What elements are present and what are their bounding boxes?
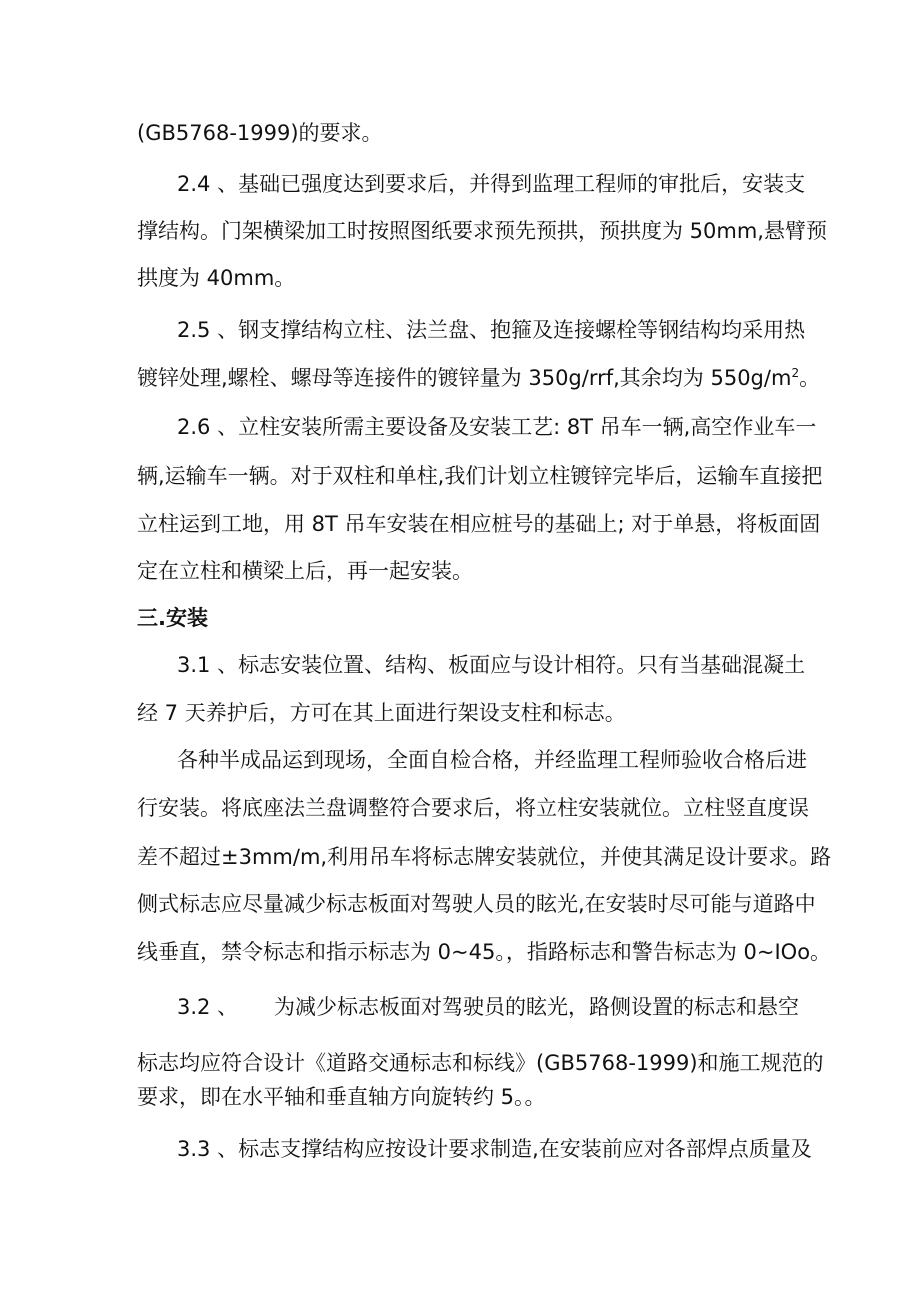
text-line: 行安装。将底座法兰盘调整符合要求后，将立柱安装就位。立柱竖直度误 [137,796,809,820]
text-line: 差不超过±3mm∕m,利用吊车将标志牌安装就位，并使其满足设计要求。路 [137,845,832,869]
text-line: 定在立柱和横梁上后，再一起安装。 [137,559,473,583]
paragraph-3-2-line: 为减少标志板面对驾驶员的眩光，路侧设置的标志和悬空 [274,995,799,1019]
paragraph-3-1-line: 3.1 、标志安装位置、结构、板面应与设计相符。只有当基础混凝土 [177,653,806,677]
text-line: 经 7 天养护后，方可在其上面进行架设支柱和标志。 [137,701,626,725]
paragraph-2-6-line: 2.6 、立柱安装所需主要设备及安装工艺: 8T 吊车一辆,高空作业车一 [177,415,817,439]
text-line: 标志均应符合设计《道路交通标志和标线》(GB5768-1999)和施工规范的 [137,1051,824,1075]
paragraph-2-5-line: 2.5 、钢支撑结构立柱、法兰盘、抱箍及连接螺栓等钢结构均采用热 [177,318,806,342]
text-line: 线垂直，禁令标志和指示标志为 0~45。，指路标志和警告标志为 0~IOo。 [137,940,832,964]
text-span: 镀锌处理,螺栓、螺母等连接件的镀锌量为 350g∕rrf,其余均为 550g∕m [137,366,792,390]
text-span: 。 [799,366,821,390]
section-heading: 三.安装 [137,606,208,630]
paragraph-3-3-line: 3.3 、标志支撑结构应按设计要求制造,在安装前应对各部焊点质量及 [177,1137,812,1161]
text-line [137,364,820,392]
paragraph-line: 各种半成品运到现场，全面自检合格，并经监理工程师验收合格后进 [177,748,807,772]
text-line: 撑结构。门架横梁加工时按照图纸要求预先预拱，预拱度为 50mm,悬臂预 [137,219,827,243]
text-line: 拱度为 40mm。 [137,266,296,290]
text-line: 侧式标志应尽量减少标志板面对驾驶人员的眩光,在安装时尽可能与道路中 [137,892,816,916]
text-line: 立柱运到工地，用 8T 吊车安装在相应桩号的基础上; 对于单悬，将板面固 [137,512,821,536]
paragraph-3-2-number: 3.2 、 [177,995,239,1019]
superscript: 2 [791,366,800,380]
text-line: 辆,运输车一辆。对于双柱和单柱,我们计划立柱镀锌完毕后，运输车直接把 [137,464,823,488]
text-line: 要求，即在水平轴和垂直轴方向旋转约 5。。 [137,1085,546,1109]
paragraph-2-4-line: 2.4 、基础已强度达到要求后，并得到监理工程师的审批后，安装支 [177,172,806,196]
text-line: (GB5768-1999)的要求。 [137,121,383,145]
